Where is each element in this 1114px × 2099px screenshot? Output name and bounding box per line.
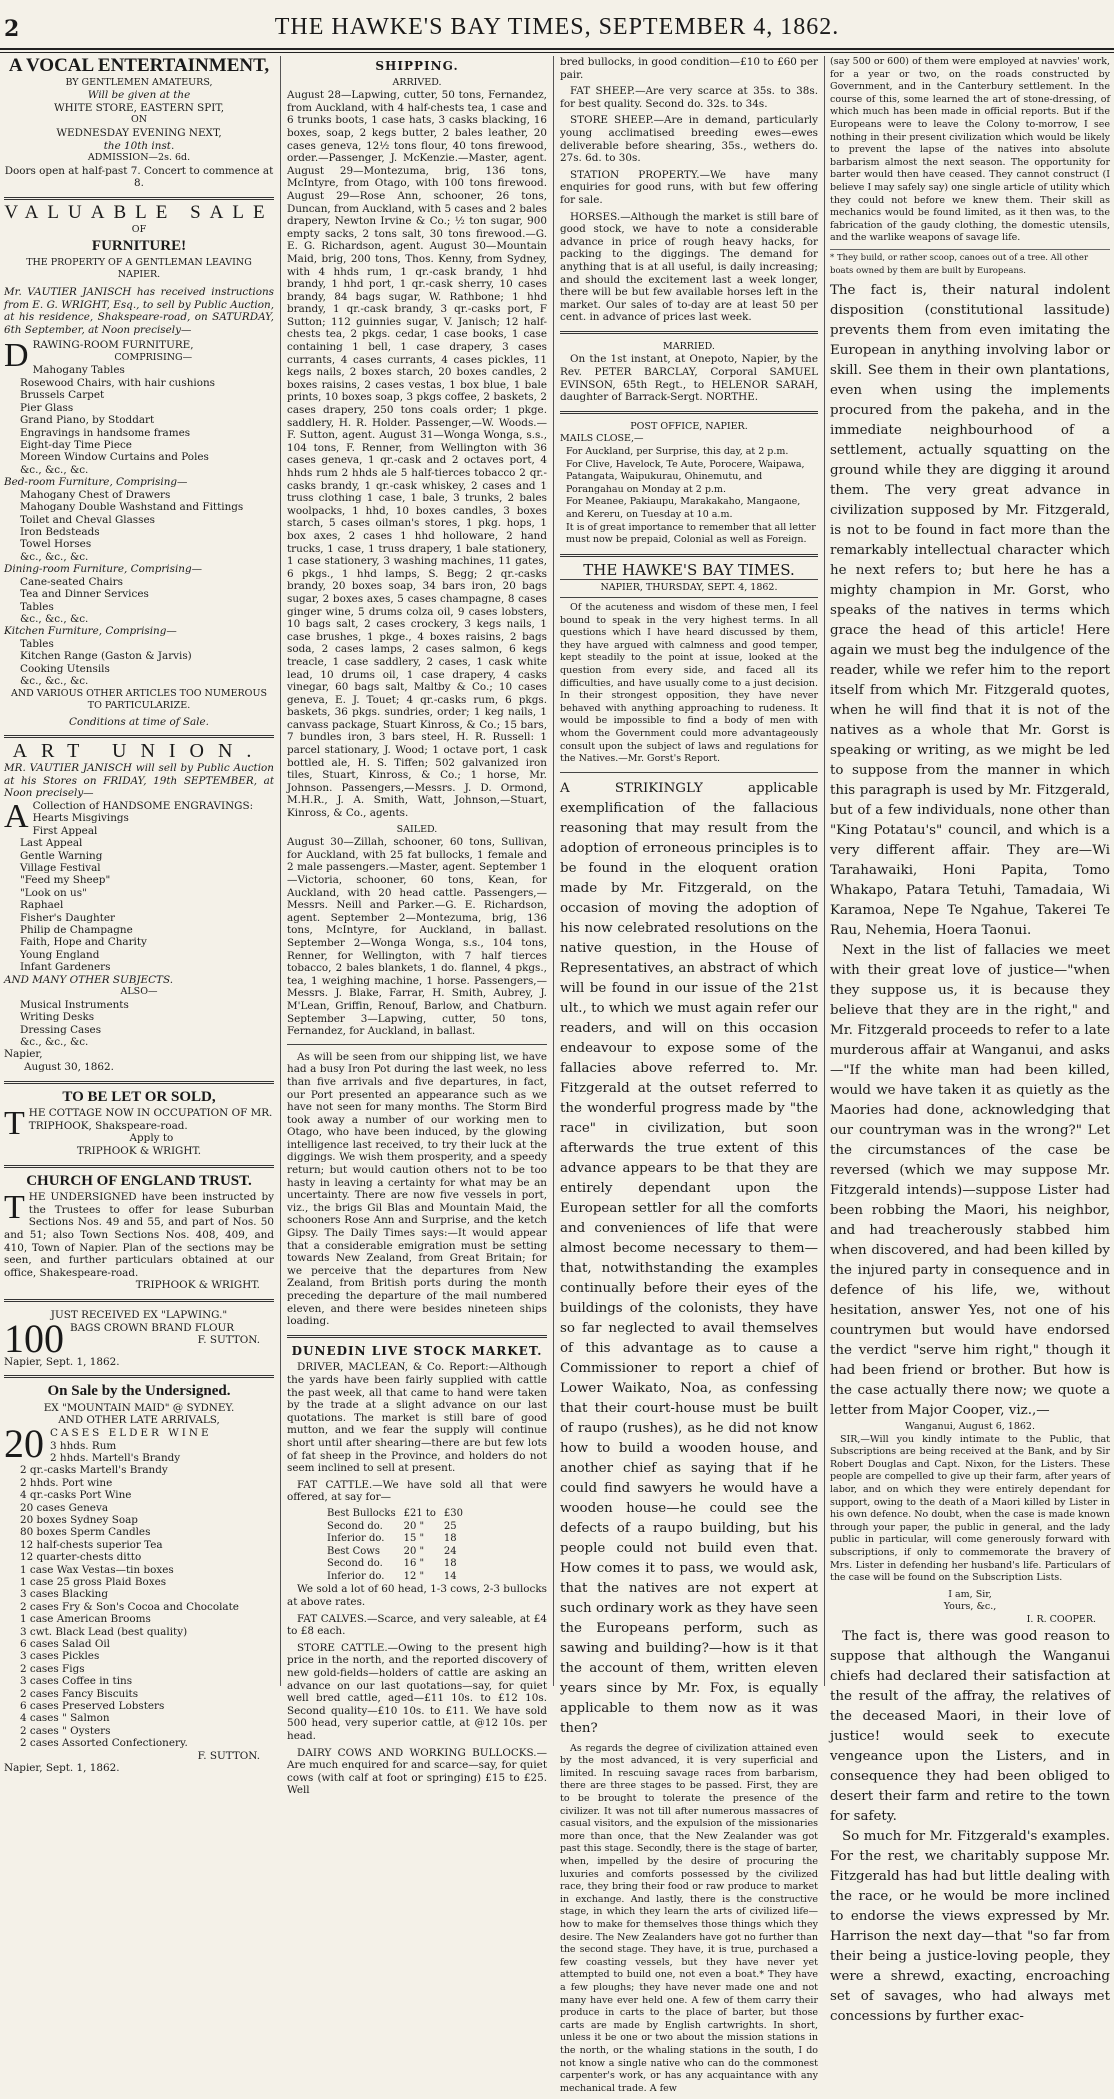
list-item: 2 qr.-casks Martell's Brandy — [20, 1464, 168, 1477]
divider — [4, 1375, 274, 1378]
kitchen-items — [4, 638, 274, 688]
column-divider — [553, 56, 554, 1686]
table-row — [327, 1533, 471, 1546]
ad-line: CASES ELDER WINE — [50, 1426, 212, 1439]
masthead-rule-thin — [0, 52, 1114, 53]
list-item: Iron Bedsteads — [20, 525, 100, 538]
section-head: AND MANY OTHER SUBJECTS. — [4, 973, 174, 986]
ad-line: TRIPHOOK & WRIGHT. — [76, 1145, 202, 1157]
list-item: &c., &c., &c. — [20, 550, 89, 563]
ad-line: WHITE STORE, EASTERN SPIT, — [53, 101, 225, 114]
list-item: Last Appeal — [20, 837, 83, 850]
dining-room-items — [4, 576, 274, 626]
letter-close: I am, Sir, — [948, 1588, 992, 1600]
arrivals-text: August 28—Lapwing, cutter, 50 tons, Fernandez, from Auckland, with 4 half-chests tea, 1 case and 6 trunks boots, 1 case hats, 3 casks blacking, 16 boxes, soap, 2 kegs butter, 2 bales leather, 20 cases geneva, 12½ tons flour, 40 tons firewood, order.—Passenger, J. McKenzie.—Master, agent. August 29—Montezuma, brig, 136 tons, McIntyre, from Otago, with 100 tons firewood. August 29—Rose Ann, schooner, 26 tons, Duncan, from Auckland, with 5 cases and 2 bales drapery, Newton Irvine & Co.; ½ ton sugar, 900 empty sacks, 2 tons salt, 30 tons firewood.—G. E. G. Richardson, agent. August 30—Mountain Maid, brig, 200 tons, Thos. Kenny, from Sydney, with 4 hhds rum, 1 qr.-cask brandy, 1 hhd brandy, 1 hhd port, 1 qr.-cask sherry, 10 cases brandy, 84 bags sugar, W. Rathbone; 1 hhd brandy, 1 qr.-cask brandy, 3 qr.-casks port, F Sutton; 112 guinnies sugar, V. Janisch; 12 half-chests tea, 2 pkgs. cedar, 1 case books, 1 case containing 1 bell, 1 case drapery, 3 cases currants, 4 cases currants, 4 cases pickles, 11 kegs nails, 2 boxes starch, 20 boxes candles, 2 boxes raisins, 2 cases vestas, 1 box blue, 1 bale prints, 10 boxes soap, 3 pkgs coffee, 2 baskets, 2 cases drapery, 250 tons coals order; 1 pkge. saddlery, H. R. Holder. Passenger,—W. Woods.—F. Sutton, agent. August 31—Wonga Wonga, s.s., 104 tons, F. Renner, from Wellington with 36 cases geneva, 1 qr.-cask and 2 octaves port, 4 hhds rum 2 hhds ale 5 half-tierces tobacco 2 qr.-casks brandy, 1 qr.-cask whiskey, 2 cases and 1 truss clothing 1 case, 1 bale, 3 trunks, 2 bales woolpacks, 1 hhd, 10 boxes candles, 3 boxes starch, 5 cases oilman's stores, 1 pkg. hops, 1 box axes, 2 cases 1 hhd holloware, 2 hand trucks, 1 case, 1 truss drapery, 1 bale stationery, 1 case stationery, 3 washing machines, 11 gates, 6 pkgs., 1 hhd lamps, S. Begg; 2 qr.-casks brandy, 20 boxes soap, 34 bars iron, 20 bags sugar, 2 boxes axes, 5 cases champagne, 8 cases ginger wine, 5 drums colza oil, 9 cases lobsters, 10 bags salt, 2 cases crockery, 3 kegs nails, 1 case brushes, 1 pkge., 4 boxes raisins, 2 bags soda, 2 cases lamps, 2 cases salmon, 6 kegs treacle, 1 case saddlery, 2 cases, 1 cask white lead, 10 drums oil, 1 case drapery, 4 casks vinegar, 60 bags salt, Maltby & Co.; 10 cases geneva, E. J. Touet; 4 qr.-casks rum, 6 pkgs. baskets, 36 pkgs. sundries, order; 1 keg nails, 1 canvass package, Stuart Kinross, & Co.; 15 bars, 7 bundles iron, 3 bars steel, H. R. Russell: 1 parcel stationary, J. Wood; 1 octave port, 1 cask bottled ale, H. S. Tiffen; 502 galvanized iron tiles, Stuart, Kinross, & Co.; 1 horse, Mr. Johnson. Passengers,—Messrs. J. D. Ormond, M.H.R., J. A. Smith, Watt, Johnson,—Stuart, Kinross, & Co., agents. — [287, 89, 547, 820]
section-head: RAWING-ROOM FURNITURE, — [32, 339, 194, 352]
list-item: 3 hhds. Rum — [50, 1439, 117, 1452]
market-paragraph: DRIVER, MACLEAN, & Co. Report:—Although the yards have been fairly supplied with cattle the past week, all that came to hand were taken by the trade at a slight advance on our last quotations. The market is still bare of good mutton, and we fear the supply will continue short until after shearing—there are but few lots of fat sheep in the Province, and holders do not seem inclined to sell at present. — [287, 1361, 547, 1475]
divider — [287, 1044, 547, 1045]
list-item: Tables — [20, 637, 54, 650]
table-row — [327, 1508, 471, 1521]
table-cell: £21 to — [403, 1507, 436, 1519]
list-item: 1 case Wax Vestas—tin boxes — [20, 1563, 174, 1576]
letter-body: SIR,—Will you kindly intimate to the Public, that Subscriptions are being received at the Bank, and by Sir Robert Douglas and Capt. Nixon, for the Listers. These people are compelled to give up their farm, after years of labor, and on which they were entirely dependant for support, owing to the death of a Maori killed by Lister in his own defence. No doubt, when the case is made known through your paper, the public in general, and the lady public in particular, will come generously forward with subscriptions, if only to commemorate the bravery of Mrs. Lister in defending her husband's life. Particulars of the case will be found on the Subscription Lists. — [830, 1433, 1110, 1584]
list-item: 6 cases Salad Oil — [20, 1638, 110, 1650]
ad-line: the 10th inst. — [103, 139, 175, 152]
list-item: Cane-seated Chairs — [20, 575, 123, 588]
epigraph-quote: Of the acuteness and wisdom of these men, I feel bound to speak in the very highest terms. In all questions which I have heard discussed by them, they have argued with calmness and good temper, kept steadily to the point at issue, looked at the question from every side, and faced all its difficulties, and have usually come to a just decision. In their strongest opposition, they have never behaved with anything approaching to rudeness. It would be impossible to find a body of men with whom the Government could more advantageously consult upon the subject of laws and regulations for the Natives.—Mr. Gorst's Report. — [560, 601, 818, 765]
table-cell: Inferior do. — [327, 1533, 385, 1545]
ad-line: August 30, 1862. — [24, 1061, 114, 1074]
list-item: &c., &c., &c. — [20, 675, 89, 688]
editorial-paragraph: The fact is, there was good reason to suppose that although the Wanganui chiefs had declared their satisfaction at the result of the affray, the relatives of the deceased Maori, in their love of justice! would seek to execute vengeance upon the Listers, and in consequence they had been obliged to desert their farm and retire to the town for safety. — [830, 1628, 1110, 1824]
market-paragraph: bred bullocks, in good condition—£10 to £60 per pair. — [560, 56, 818, 81]
list-item: Musical Instruments — [20, 998, 129, 1011]
list-item: 2 cases Fry & Son's Cocoa and Chocolate — [20, 1600, 239, 1613]
list-item: 2 cases Assorted Confectionery. — [20, 1737, 188, 1750]
list-item: 3 cases Pickles — [20, 1650, 100, 1663]
list-item: 2 cases " Oysters — [20, 1724, 111, 1737]
list-item: Faith, Hope and Charity — [20, 936, 147, 949]
list-item: 2 hhds. Martell's Brandy — [50, 1451, 181, 1464]
editorial-paragraph: The fact is, their natural indolent disposition (constitutional lassitude) prevents them from even imitating the European in anything involving labor or skill. See them in their own plantations, even when using the implements procured from the pakeha, and in the immediate neighbourhood of a settlement, actually squatting on the ground while they are digging it around them. The very great advance in civilization supposed by Mr. Fitzgerald, is not to be found in fact more than the remarkably intellectual character which he next refers to; but here he has a mighty champion in Mr. Gorst, who speaks of the natives in terms which grace the head of this article! Here again we must beg the indulgence of the reader, while we refer him to the report itself from which Mr. Fitzgerald quotes, when he will find that it is not of the natives as a whole that Mr. Gorst is speaking or writing, as we might be led to suppose from the manner in which this paragraph is used by Mr. Fitzgerald, but of a few individuals, none other than "King Potatau's" council, and which is a very different affair. They are—Wi Tarahawaiki, Honi Papita, Tomo Whakapo, Patara Tetuhi, Tamadaia, Wi Karamoa, Nepe Te Ngahue, Takerei Te Rau, Nehemia, Hoera Taonui. — [830, 283, 1110, 939]
table-cell: Second do. — [327, 1520, 383, 1532]
list-item: 1 case American Brooms — [20, 1613, 151, 1626]
divider — [287, 1335, 547, 1338]
list-item: &c., &c., &c. — [20, 612, 89, 625]
list-item: 4 cases " Salmon — [20, 1712, 110, 1725]
let-or-sold-ad — [4, 1088, 274, 1158]
ad-line: EX "MOUNTAIN MAID" @ SYDNEY. — [43, 1401, 235, 1414]
section-head: Kitchen Furniture, Comprising— — [4, 625, 177, 638]
ad-title: JUST RECEIVED EX "LAPWING." — [50, 1308, 228, 1321]
ad-intro: MR. VAUTIER JANISCH will sell by Public Auction at his Stores on FRIDAY, 19th SEPTEMBER, at Noon precisely— — [4, 761, 274, 800]
cattle-price-table — [327, 1508, 471, 1584]
drawing-room-items — [4, 364, 274, 476]
list-item: 6 cases Preserved Lobsters — [20, 1700, 165, 1713]
list-item: Mahogany Double Washstand and Fittings — [20, 501, 244, 514]
art-union-ad — [4, 740, 274, 1074]
ad-line: Conditions at time of Sale. — [69, 715, 209, 728]
list-item: Mahogany Chest of Drawers — [20, 488, 171, 501]
table-cell: 15 " — [403, 1533, 425, 1545]
quoted-paragraph: (say 500 or 600) of them were employed at navvies' work, for a year or two, on the roads constructed by Government, and in the Canterbury settlement. In the course of this, some learned the art of stone-dressing, of which much has been made in official reports. But if the Europeans were to leave the Colony to-morrow, I see nothing in their present civilization which would be likely to prevent the lapse of the natives into absolute barbarism almost the next season. The opportunity for barter would then have ceased. They cannot construct (I believe I may safely say) one single article of utility which they could not before we knew them. Their skill as mechanics would be found limited, as it then was, to the fabrication of the gaudy clothing, the domestic utensils, and the warlike weapons of savage life. — [830, 56, 1110, 244]
market-paragraph: FAT CATTLE.—We have sold all that were offered, at say for— — [287, 1478, 547, 1504]
editorial-paragraph: So much for Mr. Fitzgerald's examples. For the rest, we charitably suppose Mr. Fitzgerald has had but little dealing with the race, or he would be more inclined to endorse the views expressed by Mr. Harrison the next day—that "so far from their being a justice-loving people, they were a shrewd, exacting, encroaching set of savages, who had always met concessions by further exac- — [830, 1828, 1110, 2024]
table-cell: Best Cows — [327, 1545, 380, 1557]
on-sale-items — [4, 1440, 274, 1750]
table-cell: 25 — [443, 1520, 457, 1532]
departures-text: August 30—Zillah, schooner, 60 tons, Sullivan, for Auckland, with 25 fat bullocks, 1 female and 2 male passengers.—Master, agent. September 1—Victoria, schooner, 60 tons, Kean, for Auckland, with 20 head cattle. Passengers,—Messrs. Neill and Parker.—G. E. Richardson, agent. September 2—Montezuma, brig, 136 tons, McIntyre, for Auckland, in ballast. September 2—Wonga Wonga, s.s., 104 tons, Renner, for Wellington, with 7 half tierces tobacco, 2 bales blankets, 1 do. flannel, 4 pkgs., tea, 1 weighing machine, 1 horse. Passengers,—Messrs. J. Blake, Farrar, H. Smith, Aubrey, J. M'Lean, Griffin, Renouf, Barlow, and Chatburn. September 3—Lapwing, cutter, 50 tons, Fernandez, for Auckland, in ballast. — [287, 836, 547, 1038]
drop-cap: T — [4, 1189, 25, 1227]
list-item: "Feed my Sheep" — [20, 874, 111, 887]
shipping-paragraph: As will be seen from our shipping list, we have had a busy Iron Pot during the last week, no less than five arrivals and five departures, in fact, our Port presented an appearance such as we have not seen for many months. The Storm Bird took away a number of our working men to Otago, who have been induced, by the glowing intelligence last received, to try their luck at the diggings. We wish them prosperity, and a speedy return; but would caution others not to be too hasty in leaving a certainty for what may be an uncertainty. There are now five vessels in port, viz., the brigs Gil Blas and Mountain Maid, the schooners Rose Ann and Surprise, and the ketch Gipsy. The Daily Times says:—It would appear that a considerable emigration must be setting towards New Zealand, from Great Britain; for we perceive that the departures from New Zealand, from British ports during the month preceding the departure of the mail numbered eleven, and there were besides nineteen ships loading. — [287, 1050, 547, 1328]
drop-cap: D — [4, 337, 29, 375]
list-item: Hearts Misgivings — [32, 812, 129, 825]
mails-label: MAILS CLOSE,— — [560, 433, 644, 445]
divider — [560, 554, 818, 557]
market-paragraph: STATION PROPERTY.—We have many enquiries for good runs, with but few offering for sale. — [560, 168, 818, 206]
ad-signature: F. SUTTON. — [197, 1334, 260, 1347]
market-paragraph: FAT CALVES.—Scarce, and very saleable, at £4 to £8 each. — [287, 1612, 547, 1638]
vocal-entertainment-ad — [4, 55, 274, 190]
list-item: Grand Piano, by Stoddart — [20, 414, 155, 427]
ad-line: Will be given at the — [87, 89, 191, 102]
section-title: DUNEDIN LIVE STOCK MARKET. — [291, 1343, 543, 1358]
table-row — [327, 1521, 471, 1534]
table-cell: 12 " — [403, 1570, 425, 1582]
market-paragraph: STORE CATTLE.—Owing to the present high price in the north, and the reported discovery of new gold-fields—holders of cattle are asking an advance on our last quotations—say, for quiet well bred cattle, aged—£11 10s. to £12 10s. Second quality—£10 10s. to £11. We have sold 500 head, very superior cattle, at @12 10s. per head. — [287, 1641, 547, 1742]
list-item: Moreen Window Curtains and Poles — [20, 451, 209, 464]
list-item: 2 hhds. Port wine — [20, 1476, 113, 1489]
list-item: Eight-day Time Piece — [20, 438, 132, 451]
list-item: 1 case 25 gross Plaid Boxes — [20, 1575, 167, 1588]
list-item: 3 cases Blacking — [20, 1588, 108, 1601]
table-row — [327, 1571, 471, 1584]
ad-subtitle: FURNITURE! — [91, 238, 187, 255]
mail-line: It is of great importance to remember that all letter must now be prepaid, Colonial as well as Foreign. — [566, 521, 816, 546]
list-item: 20 boxes Sydney Soap — [20, 1513, 138, 1526]
list-item: 12 quarter-chests ditto — [20, 1551, 142, 1564]
section-title: POST OFFICE, NAPIER. — [630, 420, 748, 432]
mail-schedule — [560, 446, 818, 547]
list-item: &c., &c., &c. — [20, 463, 89, 476]
list-item: 3 cwt. Black Lead (best quality) — [20, 1625, 188, 1638]
ad-title: TO BE LET OR SOLD, — [62, 1088, 216, 1105]
table-cell: Best Bullocks — [327, 1507, 396, 1519]
engraving-items — [4, 812, 274, 973]
editorial-paragraph: A STRIKINGLY applicable exemplification of the fallacious reasoning that may result from the adoption of erroneous principles is to be found in the eloquent oration made by Mr. Fitzgerald, on the occasion of moving the adoption of his now celebrated resolutions on the native question, in the House of Representatives, an abstract of which will be found in our issue of the 21st ult., to which we must again refer our readers, and will on this occasion endeavour to expose some of the fallacies above referred to. Mr. Fitzgerald at the outset referred to the wonderful progress made by "the race" in civilization, but soon afterwards the true extent of this advance appears to be that they are entirely dependant upon the European settler for all the comforts and conveniences of life that were almost become necessary to them—that, notwithstanding the examples continually before their eyes of the buildings of the colonists, they have so far neglected to avail themselves of this advantage as to cause a Commissioner to report a chief of Lower Waikato, Noa, as confessing that their court-house must be built of raupo (rushes), as he did not know how to build a wooden house, and another chief as saying that if he could find sawyers he would have a wooden house—he could see the defects of a raupo building, but his people could not build even that. How comes it to pass, we would ask, that the natives are not expert at such ordinary work as they have seen the Europeans perform, such as sawing and building?—how is it that the account of them, written eleven years since by Mr. Fox, is equally applicable to them now as it was then? — [560, 780, 818, 1736]
column-divider — [824, 56, 825, 1686]
subsection-title: SAILED. — [396, 823, 438, 835]
also-items — [4, 999, 274, 1049]
list-item: 12 half-chests superior Tea — [20, 1538, 163, 1551]
table-row — [327, 1558, 471, 1571]
table-cell: 18 — [443, 1533, 457, 1545]
ad-line: BY GENTLEMEN AMATEURS, — [65, 76, 213, 88]
column-2 — [287, 56, 547, 1801]
list-item: 3 cases Coffee in tins — [20, 1675, 133, 1688]
list-item: Pier Glass — [20, 401, 74, 414]
flour-ad — [4, 1309, 274, 1368]
market-paragraph: FAT SHEEP.—Are very scarce at 35s. to 38s. for best quality. Second do. 32s. to 34s. — [560, 85, 818, 110]
ad-signature: TRIPHOOK & WRIGHT. — [135, 1279, 260, 1292]
section-head: Bed-room Furniture, Comprising— — [4, 476, 188, 489]
list-item: Tables — [20, 600, 54, 613]
list-item: Engravings in handsome frames — [20, 426, 191, 439]
ad-title: A VOCAL ENTERTAINMENT, — [8, 55, 270, 76]
drop-cap: T — [4, 1105, 25, 1143]
market-paragraph: DAIRY COWS AND WORKING BULLOCKS.—Are much enquired for and scarce—say, for quiet cows (with calf at foot or springing) £15 to £25. Well — [287, 1746, 547, 1797]
divider — [4, 1299, 274, 1302]
divider — [560, 772, 818, 773]
ad-title: ART UNION. — [12, 740, 266, 763]
section-title: MARRIED. — [663, 340, 715, 352]
list-item: 2 cases Fancy Biscuits — [20, 1687, 139, 1700]
ad-body: HE COTTAGE NOW IN OCCUPATION OF MR. TRIPHOOK, Shakspeare-road. — [28, 1107, 273, 1132]
list-item: Toilet and Cheval Glasses — [20, 513, 155, 526]
table-row — [327, 1546, 471, 1559]
ad-title: VALUABLE SALE — [4, 201, 274, 223]
editorial-paragraph: Next in the list of fallacies we meet with their great love of justice—"when they suppose us, it is because they believe that they are in the right," and Mr. Fitzgerald proceeds to refer to a late murderous affair at Wanganui, and asks—"If the white man had been killed, would we have taken it as quietly as the Maories had done, acknowledging that our countryman was in the wrong?" Let the circumstances of the case be reversed (which we may suppose Mr. Fitzgerald intends)—suppose Lister had been robbing the Maori, his neighbor, and had treacherously stabbed him when discovered, and had been killed by the injured party in consequence and in defence of his life, we, without hesitation, answer Yes, not one of his countrymen but would have endorsed the verdict "serve him right," though it had been friend or brother. But how is the case actually there now; we quote a letter from Major Cooper, viz.,— — [830, 943, 1110, 1419]
big-number: 100 — [4, 1315, 64, 1361]
column-4 — [830, 56, 1110, 2027]
list-item: Gentle Warning — [20, 849, 103, 862]
table-cell: 16 " — [403, 1558, 425, 1570]
list-item: Fisher's Daughter — [20, 911, 116, 924]
ad-body: BAGS CROWN BRAND FLOUR — [70, 1321, 235, 1334]
ad-title: On Sale by the Undersigned. — [47, 1383, 231, 1400]
list-item: Towel Horses — [20, 538, 92, 551]
divider — [4, 735, 274, 738]
column-divider — [280, 56, 281, 1686]
list-item: 80 boxes Sperm Candles — [20, 1526, 151, 1539]
ad-body: HE UNDERSIGNED have been instructed by the Trustees to offer for lease Suburban Sections Nos. 49 and 55, and part of Nos. 50 and 51; also Town Sections Nos. 408, 409, and 410, Town of Napier. Plan of the sections may be seen, and further particulars obtained at our office, Shakespeare-road. — [4, 1191, 274, 1279]
mail-line: For Auckland, per Surprise, this day, at 2 p.m. — [566, 446, 789, 458]
table-cell: Second do. — [327, 1558, 383, 1570]
ad-line: Napier, Sept. 1, 1862. — [4, 1762, 120, 1775]
market-paragraph: STORE SHEEP.—Are in demand, particularly young acclimatised breeding ewes—ewes deliverable before shearing, 35s., wethers do. 27s. 6d. to 30s. — [560, 114, 818, 165]
ad-intro: Mr. VAUTIER JANISCH has received instructions from E. G. WRIGHT, Esq., to sell by Public Auction, at his residence, Shakspeare-road, on SATURDAY, 6th September, at Noon precisely— — [4, 285, 274, 336]
table-cell: Inferior do. — [327, 1570, 385, 1582]
list-item: Rosewood Chairs, with hair cushions — [20, 376, 215, 389]
mail-line: For Meanee, Pakiaupu, Marakakaho, Mangaone, and Kereru, on Tuesday at 10 a.m. — [566, 496, 801, 520]
big-number: 20 — [4, 1420, 44, 1466]
footnote: * They build, or rather scoop, canoes out of a tree. All other boats owned by them are built by Europeans. — [830, 249, 1110, 277]
ad-line: Napier, — [4, 1048, 43, 1061]
list-item: &c., &c., &c. — [20, 1036, 89, 1049]
list-item: Kitchen Range (Gaston & Jarvis) — [20, 650, 192, 663]
divider — [560, 331, 818, 334]
market-paragraph: We sold a lot of 60 head, 1-3 cows, 2-3 bullocks at above rates. — [287, 1583, 547, 1609]
column-3 — [560, 56, 818, 2099]
section-head: Collection of HANDSOME ENGRAVINGS: — [32, 799, 254, 812]
section-title: SHIPPING. — [375, 59, 459, 73]
drop-cap: A — [4, 797, 29, 835]
table-cell: 18 — [443, 1558, 457, 1570]
page-number: 2 — [4, 16, 20, 42]
list-item: Cooking Utensils — [20, 662, 110, 675]
list-item: Dressing Cases — [20, 1023, 102, 1036]
masthead — [0, 0, 1114, 44]
list-item: 20 cases Geneva — [20, 1501, 109, 1514]
list-item: Infant Gardeners — [20, 961, 111, 974]
ad-title: CHURCH OF ENGLAND TRUST. — [26, 1172, 252, 1189]
list-item: Writing Desks — [20, 1011, 95, 1024]
ad-line: Apply to — [129, 1132, 174, 1145]
ad-line: OF — [131, 223, 147, 235]
divider — [560, 411, 818, 414]
list-item: Philip de Champagne — [20, 924, 133, 936]
list-item: First Appeal — [32, 824, 98, 837]
ad-line: Doors open at half-past 7. Concert to commence at 8. — [4, 164, 274, 190]
marriage-notice: On the 1st instant, at Onepoto, Napier, by the Rev. PETER BARCLAY, Corporal SAMUEL EVINSON, 65th Regt., to HELENOR SARAH, daughter of Barrack-Sergt. NORTHE. — [560, 353, 818, 404]
ad-line: THE PROPERTY OF A GENTLEMAN LEAVING NAPIER. — [26, 256, 252, 281]
ad-line: ON — [130, 114, 148, 126]
list-item: "Look on us" — [20, 886, 87, 899]
list-item: Young England — [20, 948, 100, 961]
divider — [4, 1081, 274, 1084]
letter-date: Wanganui, August 6, 1862. — [905, 1421, 1035, 1433]
editorial-masthead: THE HAWKE'S BAY TIMES. — [583, 560, 795, 579]
ad-line: Napier, Sept. 1, 1862. — [4, 1355, 120, 1368]
church-trust-ad — [4, 1172, 274, 1292]
ad-line: ADMISSION—2s. 6d. — [87, 152, 191, 164]
list-item: Tea and Dinner Services — [20, 588, 149, 601]
letter-signature: I. R. COOPER. — [1026, 1614, 1096, 1625]
mail-line: For Clive, Havelock, Te Aute, Porocere, Waipawa, Patangata, Waipukurau, Ohinemutu, and Porangahau on Monday at 2 p.m. — [566, 458, 805, 495]
table-cell: 20 " — [403, 1545, 425, 1557]
ad-line: ALSO— — [120, 986, 158, 998]
column-1 — [4, 56, 274, 1775]
subsection-title: ARRIVED. — [392, 76, 442, 88]
quoted-paragraph: As regards the degree of civilization attained even by the most advanced, it is very superficial and limited. In rescuing savage races from barbarism, there are three stages to be passed. First, they are to be brought to tolerate the presence of the civilizer. It was not till after numerous massacres of casual visitors, and the expulsion of the missionaries more than once, that the New Zealander was got past this stage. Secondly, there is the stage of barter, when, impelled by the desire of procuring the luxuries and comforts possessed by the civilized race, they bring their food or raw produce to market in exchange. And lastly, there is the constructive stage, in which they learn the arts of civilized life—how to make for themselves those things which they desire. The New Zealanders have got no further than the second stage. They have, it is true, purchased a few coasting vessels, but they have never yet attempted to build one, not even a boat.* They have a few ploughs; they have never made one and not many have ever held one. A few of them carry their produce in carts to the place of barter, but those carts are made by English cartwrights. In short, unless it be one or two about the mission stations in the north, or the whaling stations in the south, I do not know a single native who can do the commonest carpenter's work, or has any acquaintance with any mechanical trade. A few — [560, 1742, 818, 2094]
divider — [4, 197, 274, 200]
dateline: NAPIER, THURSDAY, SEPT. 4, 1862. — [560, 579, 818, 598]
list-item: Raphael — [20, 899, 64, 912]
letter-close: Yours, &c., — [943, 1601, 997, 1613]
list-item: Mahogany Tables — [32, 364, 125, 377]
list-item: Brussels Carpet — [20, 389, 105, 402]
list-item: Village Festival — [20, 861, 101, 874]
ad-signature: F. SUTTON. — [197, 1749, 260, 1762]
list-item: 2 cases Figs — [20, 1662, 85, 1675]
on-sale-ad — [4, 1385, 274, 1775]
table-cell: 20 " — [403, 1520, 425, 1532]
table-cell: 24 — [443, 1545, 457, 1557]
ad-line: AND OTHER LATE ARRIVALS, — [58, 1414, 220, 1427]
furniture-sale-ad — [4, 201, 274, 728]
ad-line: COMPRISING— — [114, 351, 193, 363]
list-item: 4 qr.-casks Port Wine — [20, 1489, 132, 1502]
table-cell: £30 — [443, 1507, 463, 1519]
divider — [4, 1165, 274, 1168]
bed-room-items — [4, 489, 274, 563]
newspaper-title: THE HAWKE'S BAY TIMES, SEPTEMBER 4, 1862. — [274, 14, 840, 40]
table-cell: 14 — [443, 1570, 457, 1582]
ad-line: AND VARIOUS OTHER ARTICLES TOO NUMEROUS TO PARTICULARIZE. — [11, 687, 267, 712]
market-paragraph: HORSES.—Although the market is still bare of good stock, we have to note a considerable advance in price of rough heavy hacks, for packing to the diggings. The demand for anything that is at all useful, is daily increasing; and should the excitement last a week longer, there will be but few available horses left in the market. Our sales of to-day are at least 50 per cent. in advance of prices last week. — [560, 210, 818, 324]
masthead-rule — [0, 48, 1114, 50]
ad-line: WEDNESDAY EVENING NEXT, — [56, 126, 222, 139]
section-head: Dining-room Furniture, Comprising— — [4, 563, 203, 576]
